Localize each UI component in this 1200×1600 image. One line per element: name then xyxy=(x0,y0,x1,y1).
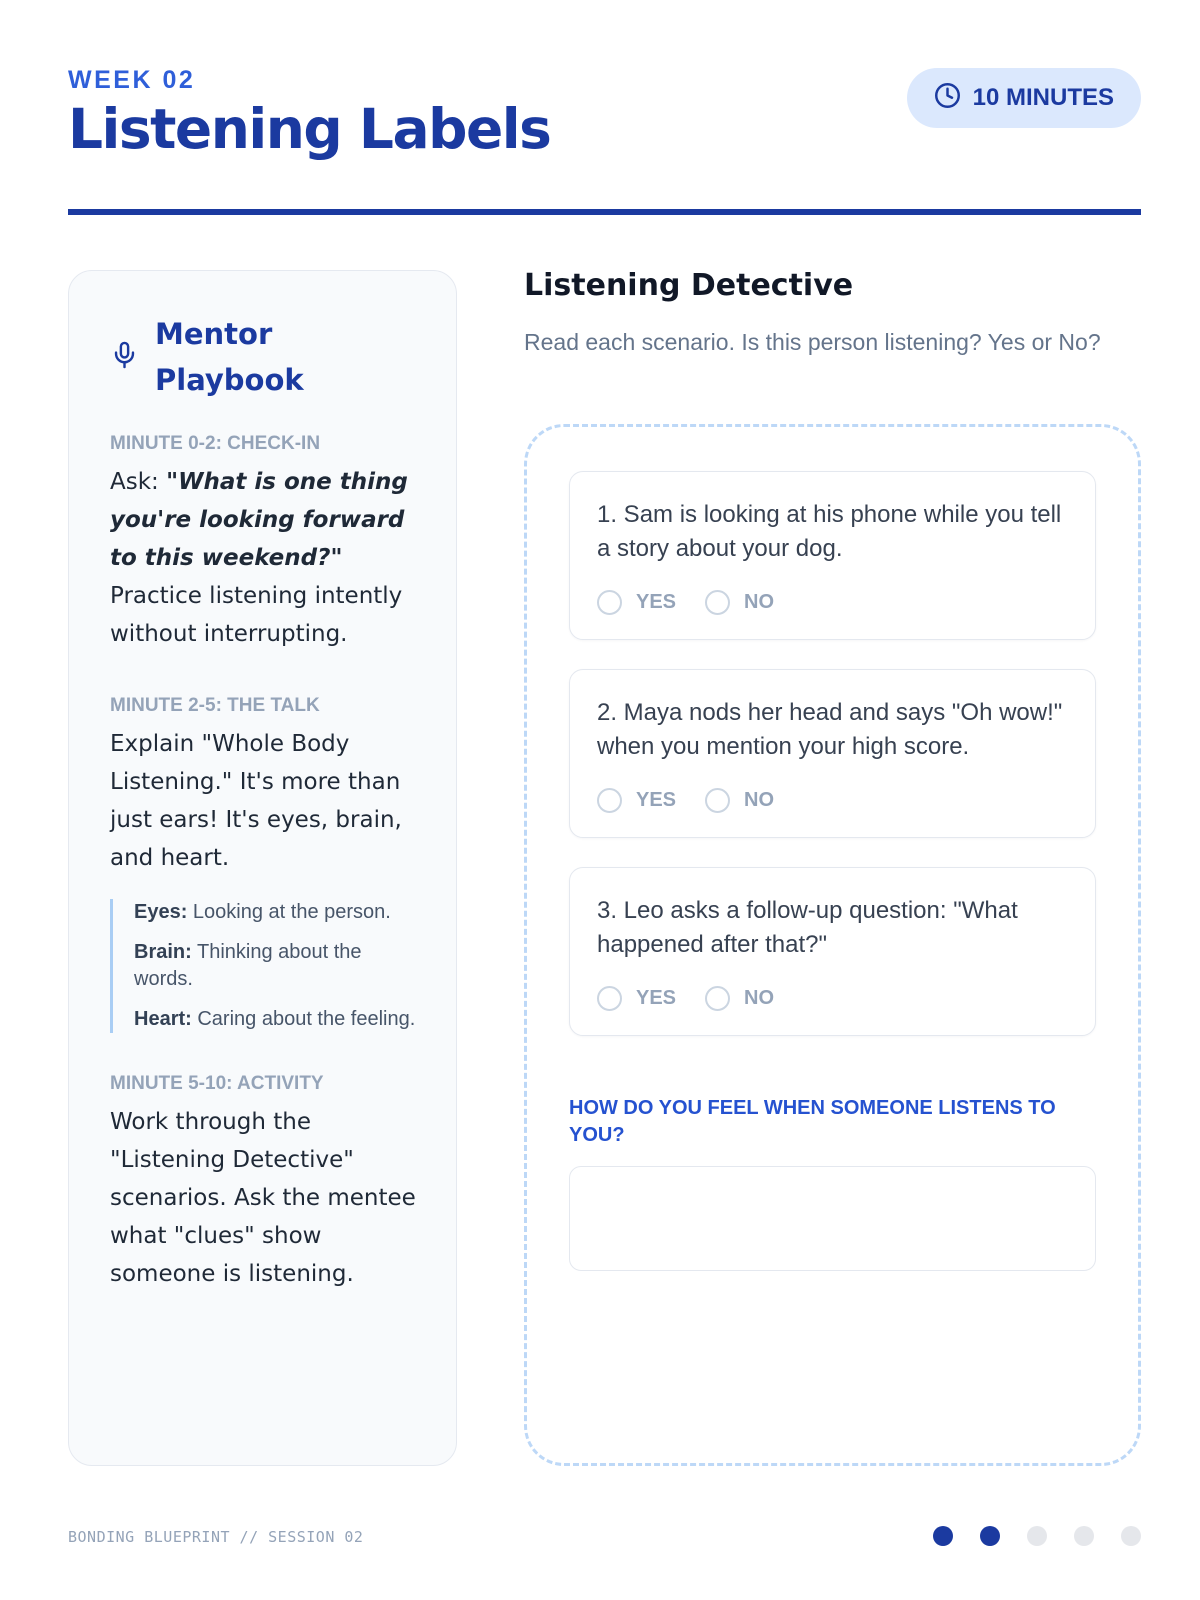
list-term: Heart: xyxy=(134,1008,192,1030)
list-desc: Caring about the feeling. xyxy=(191,1008,416,1030)
clock-icon xyxy=(934,82,961,114)
scenario-card xyxy=(569,867,1096,1036)
section-text: Explain "Whole Body Listening." It's more than just ears! It's eyes, brain, and heart. xyxy=(110,731,402,871)
playbook-section-activity xyxy=(110,1073,416,1293)
page-dot xyxy=(1074,1526,1094,1546)
no-label: NO xyxy=(744,987,775,1009)
page-dot xyxy=(1121,1526,1141,1546)
microphone-icon xyxy=(110,339,139,376)
header-divider xyxy=(68,209,1141,215)
answer-options xyxy=(597,590,1068,615)
week-label: WEEK 02 xyxy=(68,66,196,94)
yes-radio[interactable] xyxy=(597,590,622,615)
yes-label: YES xyxy=(636,789,677,811)
detective-title: Listening Detective xyxy=(524,268,854,303)
ask-prefix: Ask: xyxy=(110,469,167,495)
no-radio[interactable] xyxy=(705,986,730,1011)
playbook-title-line1: Mentor xyxy=(155,317,273,351)
reflection-input[interactable] xyxy=(569,1166,1096,1271)
ask-quote: "What is one thing you're looking forward to this weekend?" xyxy=(110,469,408,571)
scenario-question: 3. Leo asks a follow-up question: "What happened after that?" xyxy=(597,897,1018,958)
no-option[interactable] xyxy=(705,986,774,1011)
no-label: NO xyxy=(744,789,775,811)
duration-text: 10 MINUTES xyxy=(972,84,1114,111)
answer-options xyxy=(597,986,1068,1011)
section-label: MINUTE 5-10: ACTIVITY xyxy=(110,1073,324,1094)
scenario-question: 2. Maya nods her head and says "Oh wow!" when you mention your high score. xyxy=(597,699,1063,760)
yes-radio[interactable] xyxy=(597,986,622,1011)
list-item xyxy=(134,939,416,993)
playbook-section-talk xyxy=(110,695,416,1033)
scenario-card xyxy=(569,471,1096,640)
duration-badge xyxy=(907,68,1141,128)
page-dot xyxy=(980,1526,1000,1546)
list-desc: Looking at the person. xyxy=(187,901,391,923)
footer-text: BONDING BLUEPRINT // SESSION 02 xyxy=(68,1528,364,1546)
yes-option[interactable] xyxy=(597,986,676,1011)
no-option[interactable] xyxy=(705,590,774,615)
no-radio[interactable] xyxy=(705,788,730,813)
no-radio[interactable] xyxy=(705,590,730,615)
list-term: Eyes: xyxy=(134,901,188,923)
list-item xyxy=(134,899,416,926)
playbook-heading xyxy=(110,311,416,403)
no-label: NO xyxy=(744,591,775,613)
page-title: Listening Labels xyxy=(68,97,551,161)
section-label: MINUTE 2-5: THE TALK xyxy=(110,695,320,716)
playbook-title xyxy=(155,311,304,403)
section-text xyxy=(110,463,416,653)
scenario-container xyxy=(524,424,1141,1466)
scenario-card xyxy=(569,669,1096,838)
scenario-question: 1. Sam is looking at his phone while you tell a story about your dog. xyxy=(597,501,1062,562)
ask-suffix: Practice listening intently without interrupting. xyxy=(110,583,403,647)
no-option[interactable] xyxy=(705,788,774,813)
yes-radio[interactable] xyxy=(597,788,622,813)
reflection-label: HOW DO YOU FEEL WHEN SOMEONE LISTENS TO YOU? xyxy=(569,1097,1056,1146)
playbook-title-line2: Playbook xyxy=(155,363,304,397)
page-dot xyxy=(1027,1526,1047,1546)
whole-body-list xyxy=(110,899,416,1033)
list-item xyxy=(134,1006,416,1033)
page-dot xyxy=(933,1526,953,1546)
page-header xyxy=(68,66,1141,216)
yes-label: YES xyxy=(636,987,677,1009)
playbook-section-checkin xyxy=(110,433,416,653)
yes-option[interactable] xyxy=(597,590,676,615)
listening-detective-header xyxy=(524,268,1141,359)
yes-option[interactable] xyxy=(597,788,676,813)
detective-instructions: Read each scenario. Is this person listening? Yes or No? xyxy=(524,329,1101,355)
section-text: Work through the "Listening Detective" scenarios. Ask the mentee what "clues" show someone is listening. xyxy=(110,1109,416,1287)
answer-options xyxy=(597,788,1068,813)
mentor-playbook-panel xyxy=(68,270,457,1466)
section-label: MINUTE 0-2: CHECK-IN xyxy=(110,433,321,454)
page-indicator xyxy=(933,1526,1141,1546)
list-desc: Thinking about the words. xyxy=(134,941,362,990)
list-term: Brain: xyxy=(134,941,192,963)
yes-label: YES xyxy=(636,591,677,613)
